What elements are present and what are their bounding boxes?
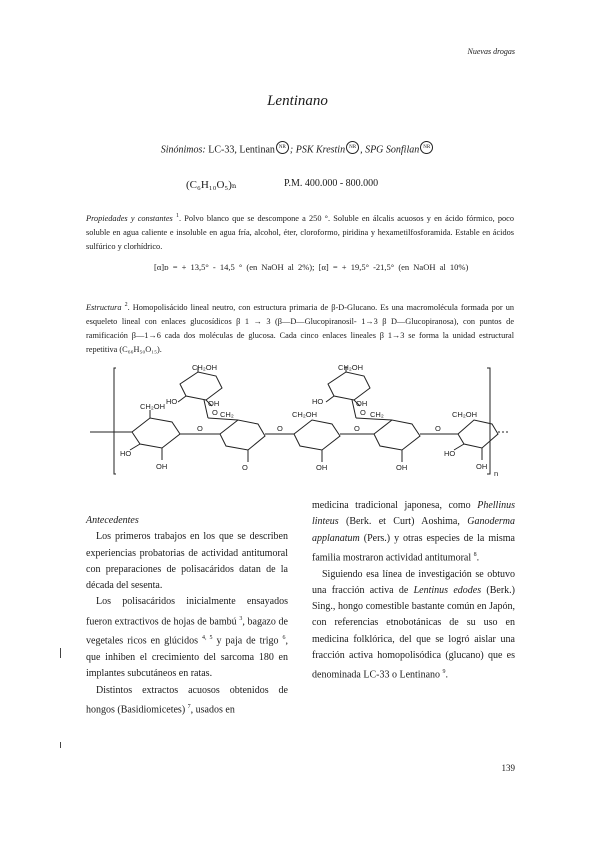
synonyms-line <box>0 141 595 155</box>
text: (Berk. et Curt) Aoshima, <box>338 516 468 528</box>
ho-label: HO <box>120 449 132 458</box>
ch2-label: CH₂ <box>220 410 234 419</box>
species-name: Ganoderma applanatum <box>312 516 515 544</box>
molecular-weight: P.M. 400.000 - 800.000 <box>284 178 379 189</box>
molecular-formula: (C₆H₁₀O₅)ₙ <box>186 179 237 191</box>
ch2oh-label: CH₂OH <box>140 402 165 411</box>
text: (Berk.) Sing., hongo comestible bastante común en Japón, con referencias etnobotánicas de su uso en medicina folklórica, del que se logró aislar una fracción activa homopolisódica (glucano) que es denominada LC-33 o Lentinano <box>312 584 515 681</box>
paragraph <box>86 594 288 682</box>
ref-2: 2 <box>124 302 128 308</box>
text: , que inhiben el crecimiento del sarcoma 180 en implantes subcutáneos en ratas. <box>86 635 289 680</box>
ref-4-5: 4, 5 <box>202 635 213 642</box>
oh-label: OH <box>476 462 488 471</box>
oh-label: OH <box>156 462 168 471</box>
page-title: Lentinano <box>267 93 328 109</box>
margin-mark <box>60 648 61 658</box>
running-header: Nuevas drogas <box>467 47 515 56</box>
text: y paja de trigo <box>212 635 283 647</box>
ho-label: HO <box>312 397 324 406</box>
ch2oh-label: CH₂OH <box>292 410 317 419</box>
structure-text: . Homopolisácido lineal neutro, con estructura primaria de β-D-Glucano. Es una macromolécula formada por un esqueleto lineal con enlaces glucosídicos β 1 → 3 (β—D—Glucopiranosil- 1→3 β D—Glucopiranosa), con puntos de ramificación β—1→6 cada dos moléculas de glucosa. Cada cinco enlaces lineales β 1→3 se forma la unidad estructural repetitiva (C₆₆H₅₀O₁₅). <box>86 302 514 355</box>
branch-ch2oh-label: CH₂OH <box>192 363 217 372</box>
oh-label: OH <box>356 399 368 408</box>
page-number: 139 <box>501 763 515 773</box>
text: , bagazo de vegetales ricos en glúcidos <box>86 616 288 647</box>
branch-ch2oh-label: CH₂OH <box>338 363 363 372</box>
registered-mark: NR <box>420 141 433 154</box>
species-name: Lentinus edodes <box>413 584 482 596</box>
o-label: O <box>197 424 203 433</box>
paragraph <box>312 567 515 684</box>
synonyms-items: LC-33, Lentinan <box>208 144 275 156</box>
margin-mark <box>60 742 61 748</box>
species-name: Phellinus linteus <box>312 500 515 528</box>
synonym-spg: , SPG Sonfilan <box>360 144 420 156</box>
ref-8: 8 <box>473 551 477 558</box>
section-heading: Antecedentes <box>86 515 139 526</box>
properties-paragraph <box>86 209 514 254</box>
text: Siguiendo esa línea de investigación se obtuvo una fracción activa de <box>312 568 515 596</box>
optical-rotation: [α]ᴅ = + 13,5° - 14,5 ° (en NaOH al 2%); [α] = + 19,5° -21,5° (en NaOH al 10%) <box>154 262 469 272</box>
o-label: O <box>277 424 283 433</box>
synonym-psk: ; PSK Krestin <box>289 144 346 156</box>
oh-label: OH <box>396 463 408 472</box>
o-label: O <box>360 408 366 417</box>
o-label: O <box>242 463 248 472</box>
paragraph <box>312 498 515 567</box>
properties-text: . Polvo blanco que se descompone a 250 °. Soluble en álcalis acuosos y en ácido fórmico, poco soluble en agua caliente e insoluble en agua fría, alcohol, éter, cloroformo, piridina y hexametilfosforamida. Estable en ácidos sulfúrico y clorhídrico. <box>86 213 514 252</box>
ref-7: 7 <box>187 703 191 710</box>
paragraph: Los primeros trabajos en los que se describen experiencias probatorias de actividad antitumoral con preparaciones de polisacáridos datan de la década del sesenta. <box>86 531 288 592</box>
ref-3: 3 <box>239 615 243 622</box>
o-label: O <box>212 408 218 417</box>
text: (Pers.) y otras especies de la misma familia mostraron actividad antitumoral <box>312 532 515 564</box>
text: . <box>476 552 480 564</box>
structure-paragraph <box>86 298 514 358</box>
ho-label: HO <box>444 449 456 458</box>
structure-label: Estructura <box>86 302 122 312</box>
oh-label: OH <box>316 463 328 472</box>
text: Los polisacáridos inicialmente ensayados fueron extractivos de hojas de bambú <box>86 596 288 628</box>
text: Distintos extractos acuosos obtenidos de hongos (Basidiomicetes) <box>86 684 288 716</box>
ref-1: 1 <box>175 213 179 219</box>
ch2-label: CH₂ <box>370 410 384 419</box>
ch2oh-label: CH₂OH <box>452 410 477 419</box>
properties-label: Propiedades y constantes <box>86 213 173 223</box>
ref-9: 9 <box>442 669 446 676</box>
oh-label: OH <box>208 399 220 408</box>
right-column <box>312 498 515 684</box>
text: medicina tradicional japonesa, como <box>312 500 478 511</box>
n-subscript: n <box>494 469 499 478</box>
o-label: O <box>354 424 360 433</box>
text: . <box>445 669 449 681</box>
ref-6: 6 <box>282 635 286 642</box>
ho-label: HO <box>166 397 178 406</box>
registered-mark: NR <box>346 141 359 154</box>
registered-mark: NR <box>276 141 289 154</box>
paragraph <box>86 683 288 719</box>
text: , usados en <box>190 704 235 716</box>
glucan-structure-diagram <box>80 362 520 482</box>
left-column <box>86 513 288 719</box>
o-label: O <box>435 424 441 433</box>
synonyms-label: Sinónimos: <box>160 144 206 156</box>
